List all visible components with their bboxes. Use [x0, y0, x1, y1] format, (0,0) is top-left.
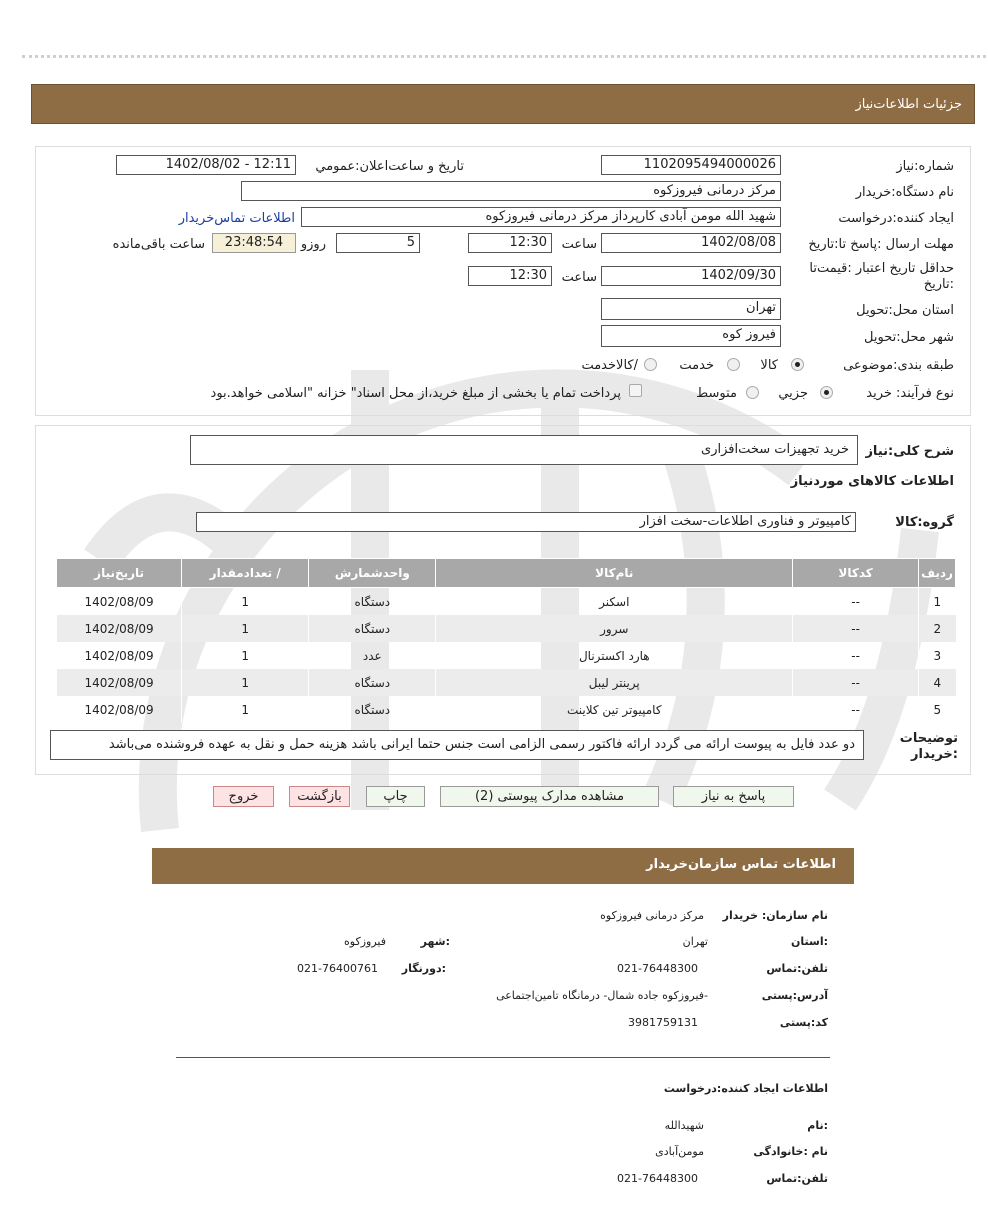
announce-label: تاریخ و ساعت‌اعلان:عمومي — [315, 159, 464, 174]
validity-time-field: 12:30 — [468, 266, 552, 286]
creator-section-title: اطلاعات ایجاد کننده:درخواست — [663, 1082, 828, 1095]
contact-org-label: نام سازمان: خریدار — [722, 909, 828, 922]
category-both-label: /کالاخدمت — [581, 358, 638, 373]
exit-button[interactable]: خروج — [213, 786, 274, 807]
contact-org-value: مرکز درمانی فیروزکوه — [600, 909, 704, 922]
buyer-contact-bar — [152, 848, 854, 884]
table-row — [57, 696, 956, 723]
buyer-contact-title: اطلاعات تماس سازمان‌خریدار — [646, 857, 836, 872]
contact-province-label: :استان — [791, 935, 828, 948]
cell-qty: 1 — [182, 615, 309, 642]
province-label: استان محل:تحویل — [856, 303, 954, 318]
cell-row: 1 — [919, 588, 956, 616]
table-row — [57, 642, 956, 669]
cell-date: 1402/08/09 — [57, 642, 182, 669]
contact-address-label: آدرس:پستی — [761, 989, 828, 1002]
category-both-radio[interactable] — [644, 358, 657, 371]
category-service-label: خدمت — [679, 358, 714, 373]
contact-divider — [176, 1057, 830, 1058]
announce-field: 1402/08/02 - 12:11 — [116, 155, 296, 175]
process-medium-label: متوسط — [696, 386, 737, 401]
category-goods-radio[interactable] — [791, 358, 804, 371]
cell-unit: دستگاه — [309, 696, 436, 723]
cell-unit: دستگاه — [309, 669, 436, 696]
table-row — [57, 669, 956, 696]
cell-row: 3 — [919, 642, 956, 669]
cell-row: 4 — [919, 669, 956, 696]
table-row — [57, 588, 956, 616]
creator-field: شهید الله مومن آبادی کارپرداز مرکز درمانی فیروزکوه — [301, 207, 781, 227]
summary-label: شرح کلی:نیاز — [865, 444, 954, 459]
buyer-notes-label: توضیحات :خریدار — [899, 731, 958, 762]
cell-name: اسکنر — [436, 588, 793, 616]
contact-city-label: :شهر — [420, 935, 450, 948]
cell-unit: دستگاه — [309, 615, 436, 642]
cell-code: -- — [793, 642, 919, 669]
summary-field: خرید تجهیزات سخت‌افزاری — [190, 435, 858, 465]
cell-date: 1402/08/09 — [57, 696, 182, 723]
cell-name: سرور — [436, 615, 793, 642]
city-field: فیروز کوه — [601, 325, 781, 347]
creator-family-value: مومن‌آبادی — [655, 1145, 704, 1158]
deadline-time-label: ساعت — [561, 237, 597, 252]
print-button[interactable]: چاپ — [366, 786, 425, 807]
goods-info-title: اطلاعات کالاهای مورد‌نیاز — [790, 474, 954, 489]
cell-name: پرینتر لیبل — [436, 669, 793, 696]
contact-phone-value: 021-76448300 — [617, 962, 698, 975]
cell-date: 1402/08/09 — [57, 615, 182, 642]
table-header-row — [57, 559, 956, 588]
col-date: تاریخ‌نیاز — [57, 559, 182, 588]
creator-phone-label: تلفن:تماس — [766, 1172, 828, 1185]
city-label: شهر محل:تحویل — [864, 330, 954, 345]
validity-date-field: 1402/09/30 — [601, 266, 781, 286]
cell-qty: 1 — [182, 642, 309, 669]
header-title: جزئیات اطلاعات‌نیاز — [855, 97, 962, 112]
cell-qty: 1 — [182, 696, 309, 723]
cell-code: -- — [793, 669, 919, 696]
top-divider — [22, 55, 986, 58]
contact-postal-value: 3981759131 — [628, 1016, 698, 1029]
back-button[interactable]: بازگشت — [289, 786, 350, 807]
cell-row: 2 — [919, 615, 956, 642]
cell-unit: عدد — [309, 642, 436, 669]
cell-date: 1402/08/09 — [57, 669, 182, 696]
creator-family-label: نام :خانوادگی — [753, 1145, 828, 1158]
buyer-notes-field: دو عدد فایل به پیوست ارائه می گردد ارائه فاکتور رسمی الزامی است جنس حتما ایرانی باشد هزینه حمل و نقل به عهده فروشنده می‌باشد — [50, 730, 864, 760]
cell-code: -- — [793, 588, 919, 616]
creator-name-value: شهیدالله — [664, 1119, 704, 1132]
cell-code: -- — [793, 696, 919, 723]
validity-label: حداقل تاریخ اعتبار :قیمت‌تا :تاریخ — [809, 261, 954, 292]
goods-table — [56, 558, 956, 723]
group-field: کامپیوتر و فناوری اطلاعات-سخت افزار — [196, 512, 856, 532]
contact-phone-label: تلفن:تماس — [766, 962, 828, 975]
category-goods-label: کالا — [760, 358, 778, 373]
process-partial-radio[interactable] — [820, 386, 833, 399]
creator-label: ایجاد کننده:درخواست — [838, 211, 954, 226]
remaining-label: ساعت باقی‌مانده — [112, 237, 205, 252]
cell-code: -- — [793, 615, 919, 642]
cell-name: کامپیوتر تین کلاینت — [436, 696, 793, 723]
contact-postal-label: کد:پستی — [779, 1016, 828, 1029]
process-label: نوع فرآیند: خرید — [866, 386, 954, 401]
deadline-date-field: 1402/08/08 — [601, 233, 781, 253]
buyer-org-label: نام دستگاه:خریدار — [855, 185, 954, 200]
group-label: گروه:کالا — [895, 515, 954, 530]
contact-fax-value: 021-76400761 — [297, 962, 378, 975]
treasury-payment-checkbox[interactable] — [629, 384, 642, 397]
deadline-time-field: 12:30 — [468, 233, 552, 253]
buyer-org-field: مرکز درمانی فیروزکوه — [241, 181, 781, 201]
col-name: نام‌کالا — [436, 559, 793, 588]
cell-qty: 1 — [182, 588, 309, 616]
category-service-radio[interactable] — [727, 358, 740, 371]
cell-name: هارد اکسترنال — [436, 642, 793, 669]
remaining-time-field: 23:48:54 — [212, 233, 296, 253]
contact-fax-label: :دورنگار — [401, 962, 446, 975]
contact-city-value: فیروزکوه — [344, 935, 386, 948]
category-label: طبقه بندی:موضوعی — [843, 358, 954, 373]
deadline-label: مهلت ارسال :پاسخ تا:تاریخ — [808, 237, 954, 252]
cell-date: 1402/08/09 — [57, 588, 182, 616]
province-field: تهران — [601, 298, 781, 320]
validity-time-label: ساعت — [561, 270, 597, 285]
col-code: کدکالا — [793, 559, 919, 588]
view-documents-button[interactable]: مشاهده مدارک پیوستی (2) — [440, 786, 659, 807]
creator-name-label: :نام — [807, 1119, 828, 1132]
col-unit: واحدشمارش — [309, 559, 436, 588]
contact-province-value: تهران — [682, 935, 708, 948]
days-field: 5 — [336, 233, 420, 253]
cell-unit: دستگاه — [309, 588, 436, 616]
header-bar — [31, 84, 975, 124]
treasury-payment-note: پرداخت تمام یا بخشی از مبلغ خرید،از محل اسناد" خزانه "اسلامی خواهد.بود — [210, 386, 621, 401]
col-row: ردیف — [919, 559, 956, 588]
reply-button[interactable]: پاسخ به نیاز — [673, 786, 794, 807]
cell-qty: 1 — [182, 669, 309, 696]
buyer-contact-link[interactable]: اطلاعات تماس‌خریدار — [178, 211, 295, 226]
need-number-label: شماره:نیاز — [896, 159, 954, 174]
days-label: روزو — [300, 237, 326, 252]
cell-row: 5 — [919, 696, 956, 723]
process-medium-radio[interactable] — [746, 386, 759, 399]
need-number-field: 1102095494000026 — [601, 155, 781, 175]
process-partial-label: جزیي — [778, 386, 808, 401]
col-qty: / تعدادمقدار — [182, 559, 309, 588]
creator-phone-value: 021-76448300 — [617, 1172, 698, 1185]
table-row — [57, 615, 956, 642]
contact-address-value: -فیروزکوه جاده شمال- درمانگاه تامین‌اجتماعی — [496, 989, 708, 1002]
